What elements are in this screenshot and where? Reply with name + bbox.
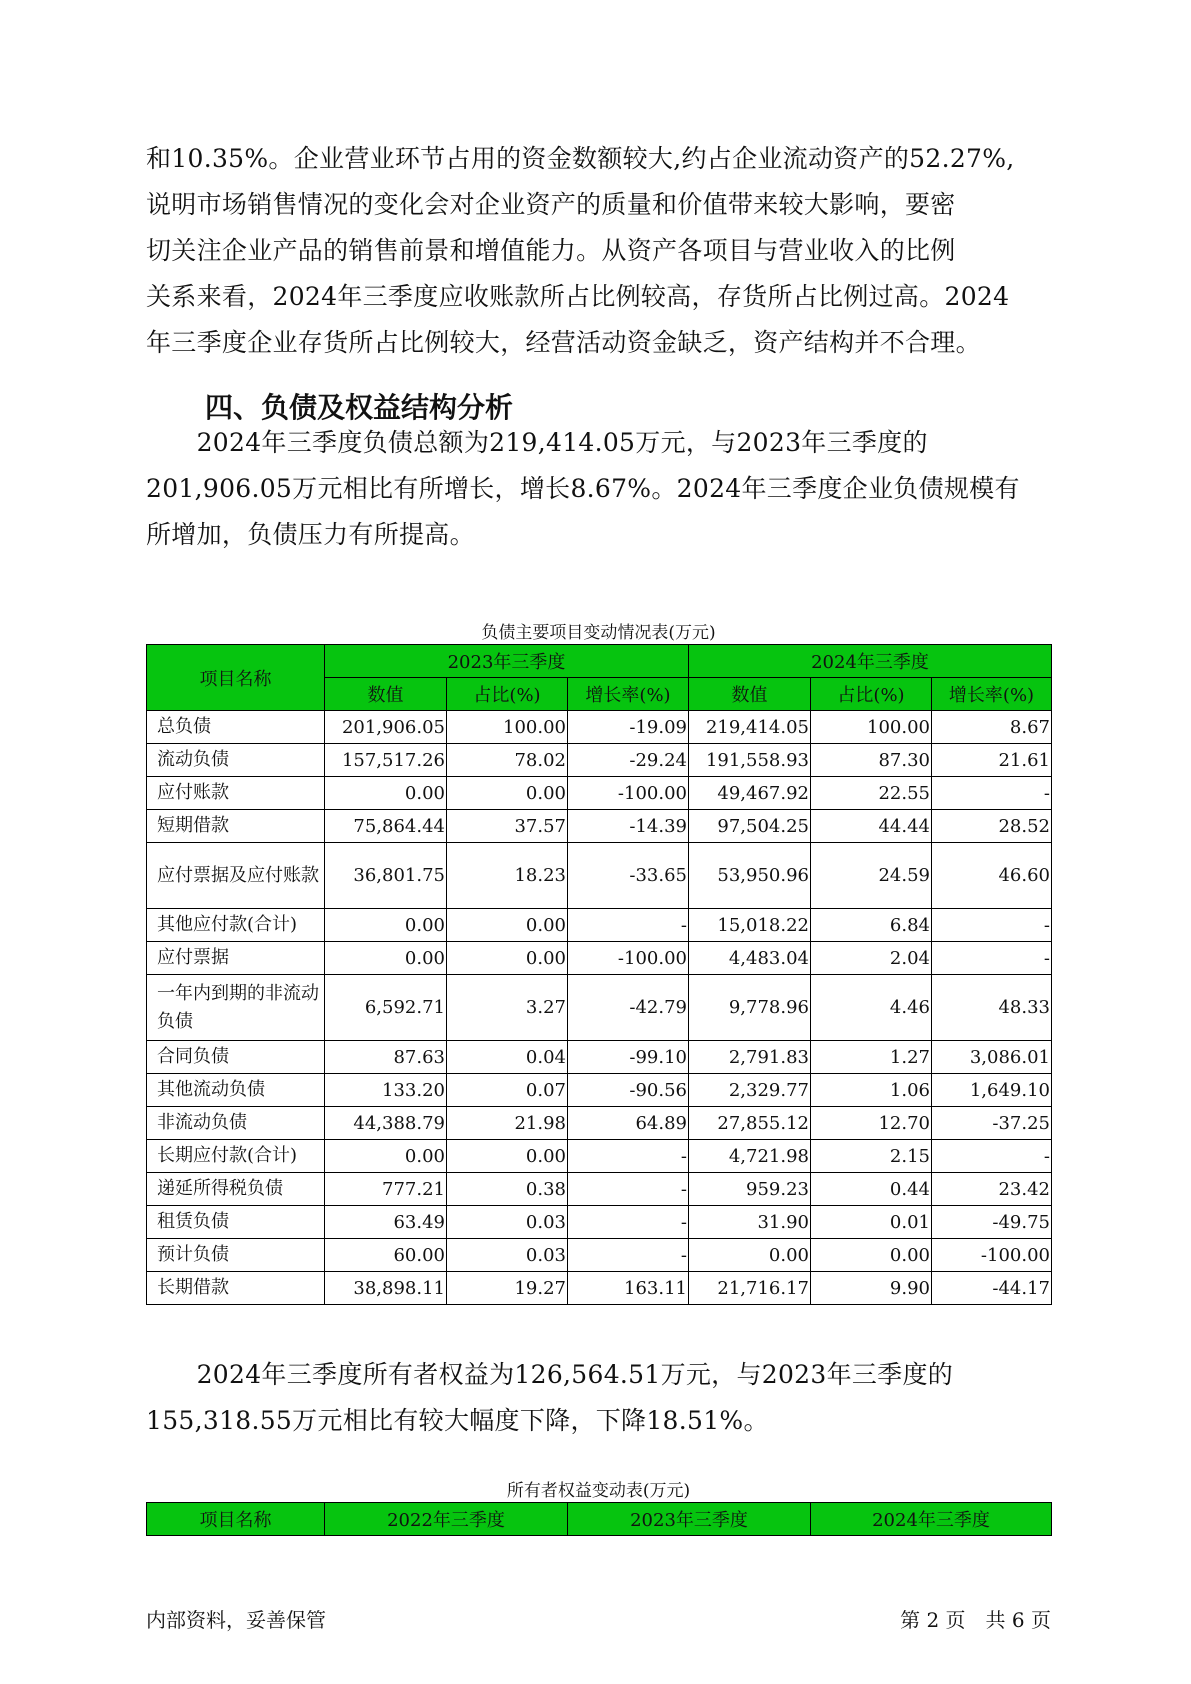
paragraph-line: 关系来看，2024年三季度应收账款所占比例较高，存货所占比例过高。2024 bbox=[146, 282, 1010, 311]
table-cell: 38,898.11 bbox=[325, 1272, 447, 1305]
row-label: 应付票据 bbox=[147, 942, 325, 975]
table-cell: 163.11 bbox=[568, 1272, 689, 1305]
table-cell: - bbox=[568, 1173, 689, 1206]
table-row bbox=[147, 1173, 1052, 1206]
table-cell: 3.27 bbox=[447, 975, 568, 1041]
paragraph-line: 和10.35%。企业营业环节占用的资金数额较大,约占企业流动资产的52.27%, bbox=[146, 144, 1015, 173]
table-cell: 23.42 bbox=[932, 1173, 1052, 1206]
row-label: 长期应付款(合计) bbox=[147, 1140, 325, 1173]
table-cell: 60.00 bbox=[325, 1239, 447, 1272]
row-label: 长期借款 bbox=[147, 1272, 325, 1305]
column-header: 数值 bbox=[689, 678, 811, 711]
row-label: 一年内到期的非流动负债 bbox=[147, 975, 325, 1041]
row-label: 预计负债 bbox=[147, 1239, 325, 1272]
table-cell: 4,483.04 bbox=[689, 942, 811, 975]
table-cell: 0.00 bbox=[325, 909, 447, 942]
table-header-row bbox=[147, 645, 1052, 678]
analysis-paragraph-equity bbox=[146, 1352, 1051, 1444]
table-row bbox=[147, 975, 1052, 1041]
column-header: 增长率(%) bbox=[932, 678, 1052, 711]
confidential-note: 内部资料，妥善保管 bbox=[146, 1608, 326, 1632]
table-cell: 2,791.83 bbox=[689, 1041, 811, 1074]
column-header: 占比(%) bbox=[447, 678, 568, 711]
table-cell: 21.98 bbox=[447, 1107, 568, 1140]
table-row bbox=[147, 777, 1052, 810]
row-label: 短期借款 bbox=[147, 810, 325, 843]
paragraph-line: 切关注企业产品的销售前景和增值能力。从资产各项目与营业收入的比例 bbox=[146, 236, 956, 265]
table-cell: 4.46 bbox=[811, 975, 932, 1041]
item-name-header: 项目名称 bbox=[147, 645, 325, 711]
table-cell: 9.90 bbox=[811, 1272, 932, 1305]
table-cell: 28.52 bbox=[932, 810, 1052, 843]
table-row bbox=[147, 711, 1052, 744]
table-cell: -14.39 bbox=[568, 810, 689, 843]
table-cell: - bbox=[932, 909, 1052, 942]
table-cell: 4,721.98 bbox=[689, 1140, 811, 1173]
table-cell: 53,950.96 bbox=[689, 843, 811, 909]
table-cell: - bbox=[932, 942, 1052, 975]
analysis-paragraph-liabilities bbox=[146, 420, 1051, 558]
table-cell: 0.00 bbox=[447, 909, 568, 942]
table-cell: 1,649.10 bbox=[932, 1074, 1052, 1107]
table-cell: 0.03 bbox=[447, 1239, 568, 1272]
table-cell: 100.00 bbox=[447, 711, 568, 744]
table-cell: 1.06 bbox=[811, 1074, 932, 1107]
table-cell: 44,388.79 bbox=[325, 1107, 447, 1140]
table-cell: 0.07 bbox=[447, 1074, 568, 1107]
table-cell: 75,864.44 bbox=[325, 810, 447, 843]
table-cell: 2.04 bbox=[811, 942, 932, 975]
table-cell: 0.00 bbox=[689, 1239, 811, 1272]
table-cell: 0.00 bbox=[447, 1140, 568, 1173]
table-cell: -37.25 bbox=[932, 1107, 1052, 1140]
row-label: 其他流动负债 bbox=[147, 1074, 325, 1107]
table-cell: 0.03 bbox=[447, 1206, 568, 1239]
paragraph-line: 所增加，负债压力有所提高。 bbox=[146, 520, 475, 549]
row-label: 总负债 bbox=[147, 711, 325, 744]
table-cell: 219,414.05 bbox=[689, 711, 811, 744]
column-header: 项目名称 bbox=[147, 1503, 325, 1536]
liability-table bbox=[146, 644, 1052, 1305]
column-header: 2023年三季度 bbox=[568, 1503, 811, 1536]
column-header: 占比(%) bbox=[811, 678, 932, 711]
row-label: 非流动负债 bbox=[147, 1107, 325, 1140]
table-cell: 2,329.77 bbox=[689, 1074, 811, 1107]
row-label: 其他应付款(合计) bbox=[147, 909, 325, 942]
table-cell: -100.00 bbox=[568, 942, 689, 975]
table-cell: -100.00 bbox=[568, 777, 689, 810]
table-cell: 0.00 bbox=[811, 1239, 932, 1272]
table-row bbox=[147, 1074, 1052, 1107]
table-row bbox=[147, 1239, 1052, 1272]
table-row bbox=[147, 1140, 1052, 1173]
table-cell: 0.01 bbox=[811, 1206, 932, 1239]
column-header: 2022年三季度 bbox=[325, 1503, 568, 1536]
table-cell: 18.23 bbox=[447, 843, 568, 909]
table-row bbox=[147, 1272, 1052, 1305]
table-cell: -42.79 bbox=[568, 975, 689, 1041]
table-cell: 64.89 bbox=[568, 1107, 689, 1140]
table-cell: 100.00 bbox=[811, 711, 932, 744]
equity-table-caption: 所有者权益变动表(万元) bbox=[506, 1481, 691, 1501]
paragraph-line: 2024年三季度负债总额为219,414.05万元，与2023年三季度的 bbox=[146, 428, 928, 457]
table-cell: 157,517.26 bbox=[325, 744, 447, 777]
table-cell: 0.38 bbox=[447, 1173, 568, 1206]
period-header: 2024年三季度 bbox=[689, 645, 1052, 678]
table-cell: 8.67 bbox=[932, 711, 1052, 744]
table-cell: 0.00 bbox=[325, 777, 447, 810]
page-number: 第 2 页 共 6 页 bbox=[900, 1608, 1051, 1632]
table-cell: 48.33 bbox=[932, 975, 1052, 1041]
table-cell: 3,086.01 bbox=[932, 1041, 1052, 1074]
row-label: 租赁负债 bbox=[147, 1206, 325, 1239]
table-cell: 6,592.71 bbox=[325, 975, 447, 1041]
row-label: 合同负债 bbox=[147, 1041, 325, 1074]
table-cell: 6.84 bbox=[811, 909, 932, 942]
table-cell: - bbox=[568, 1239, 689, 1272]
table-cell: - bbox=[932, 777, 1052, 810]
table-cell: - bbox=[932, 1140, 1052, 1173]
table-cell: 133.20 bbox=[325, 1074, 447, 1107]
table-cell: 2.15 bbox=[811, 1140, 932, 1173]
table-cell: 959.23 bbox=[689, 1173, 811, 1206]
table-header-row bbox=[147, 1503, 1052, 1536]
table-cell: 24.59 bbox=[811, 843, 932, 909]
table-cell: 15,018.22 bbox=[689, 909, 811, 942]
row-label: 应付票据及应付账款 bbox=[147, 843, 325, 909]
table-cell: 19.27 bbox=[447, 1272, 568, 1305]
analysis-paragraph-assets bbox=[146, 136, 1051, 366]
row-label: 流动负债 bbox=[147, 744, 325, 777]
column-header: 数值 bbox=[325, 678, 447, 711]
table-row bbox=[147, 1041, 1052, 1074]
table-cell: -44.17 bbox=[932, 1272, 1052, 1305]
paragraph-line: 201,906.05万元相比有所增长，增长8.67%。2024年三季度企业负债规模有 bbox=[146, 474, 1020, 503]
table-cell: 9,778.96 bbox=[689, 975, 811, 1041]
table-cell: 12.70 bbox=[811, 1107, 932, 1140]
table-cell: -19.09 bbox=[568, 711, 689, 744]
table-row bbox=[147, 744, 1052, 777]
table-cell: 78.02 bbox=[447, 744, 568, 777]
table-cell: - bbox=[568, 1140, 689, 1173]
equity-table bbox=[146, 1502, 1052, 1536]
table-cell: 0.44 bbox=[811, 1173, 932, 1206]
table-cell: 21,716.17 bbox=[689, 1272, 811, 1305]
table-cell: 0.00 bbox=[447, 942, 568, 975]
liability-table-caption: 负债主要项目变动情况表(万元) bbox=[481, 623, 716, 643]
table-cell: 777.21 bbox=[325, 1173, 447, 1206]
table-cell: 36,801.75 bbox=[325, 843, 447, 909]
table-cell: 191,558.93 bbox=[689, 744, 811, 777]
table-row bbox=[147, 843, 1052, 909]
table-cell: 201,906.05 bbox=[325, 711, 447, 744]
table-cell: 0.04 bbox=[447, 1041, 568, 1074]
section-heading: 四、负债及权益结构分析 bbox=[205, 391, 514, 424]
table-cell: 22.55 bbox=[811, 777, 932, 810]
paragraph-line: 说明市场销售情况的变化会对企业资产的质量和价值带来较大影响，要密 bbox=[146, 190, 956, 219]
table-row bbox=[147, 1107, 1052, 1140]
table-cell: 0.00 bbox=[447, 777, 568, 810]
table-row bbox=[147, 810, 1052, 843]
row-label: 递延所得税负债 bbox=[147, 1173, 325, 1206]
row-label: 应付账款 bbox=[147, 777, 325, 810]
table-body bbox=[147, 711, 1052, 1305]
table-cell: -49.75 bbox=[932, 1206, 1052, 1239]
table-cell: 1.27 bbox=[811, 1041, 932, 1074]
table-cell: -100.00 bbox=[932, 1239, 1052, 1272]
table-cell: 44.44 bbox=[811, 810, 932, 843]
table-cell: 0.00 bbox=[325, 1140, 447, 1173]
paragraph-line: 年三季度企业存货所占比例较大，经营活动资金缺乏，资产结构并不合理。 bbox=[146, 328, 981, 357]
table-cell: 63.49 bbox=[325, 1206, 447, 1239]
table-cell: -29.24 bbox=[568, 744, 689, 777]
table-cell: 21.61 bbox=[932, 744, 1052, 777]
period-header: 2023年三季度 bbox=[325, 645, 689, 678]
table-cell: - bbox=[568, 909, 689, 942]
table-row bbox=[147, 909, 1052, 942]
table-cell: -90.56 bbox=[568, 1074, 689, 1107]
table-row bbox=[147, 1206, 1052, 1239]
table-row bbox=[147, 942, 1052, 975]
table-cell: 46.60 bbox=[932, 843, 1052, 909]
column-header: 增长率(%) bbox=[568, 678, 689, 711]
paragraph-line: 155,318.55万元相比有较大幅度下降，下降18.51%。 bbox=[146, 1406, 769, 1435]
table-cell: -33.65 bbox=[568, 843, 689, 909]
table-cell: 87.30 bbox=[811, 744, 932, 777]
table-cell: 97,504.25 bbox=[689, 810, 811, 843]
table-cell: -99.10 bbox=[568, 1041, 689, 1074]
paragraph-line: 2024年三季度所有者权益为126,564.51万元，与2023年三季度的 bbox=[146, 1360, 954, 1389]
table-cell: 37.57 bbox=[447, 810, 568, 843]
table-cell: - bbox=[568, 1206, 689, 1239]
table-cell: 31.90 bbox=[689, 1206, 811, 1239]
table-cell: 87.63 bbox=[325, 1041, 447, 1074]
table-cell: 49,467.92 bbox=[689, 777, 811, 810]
column-header: 2024年三季度 bbox=[811, 1503, 1052, 1536]
table-cell: 0.00 bbox=[325, 942, 447, 975]
table-cell: 27,855.12 bbox=[689, 1107, 811, 1140]
